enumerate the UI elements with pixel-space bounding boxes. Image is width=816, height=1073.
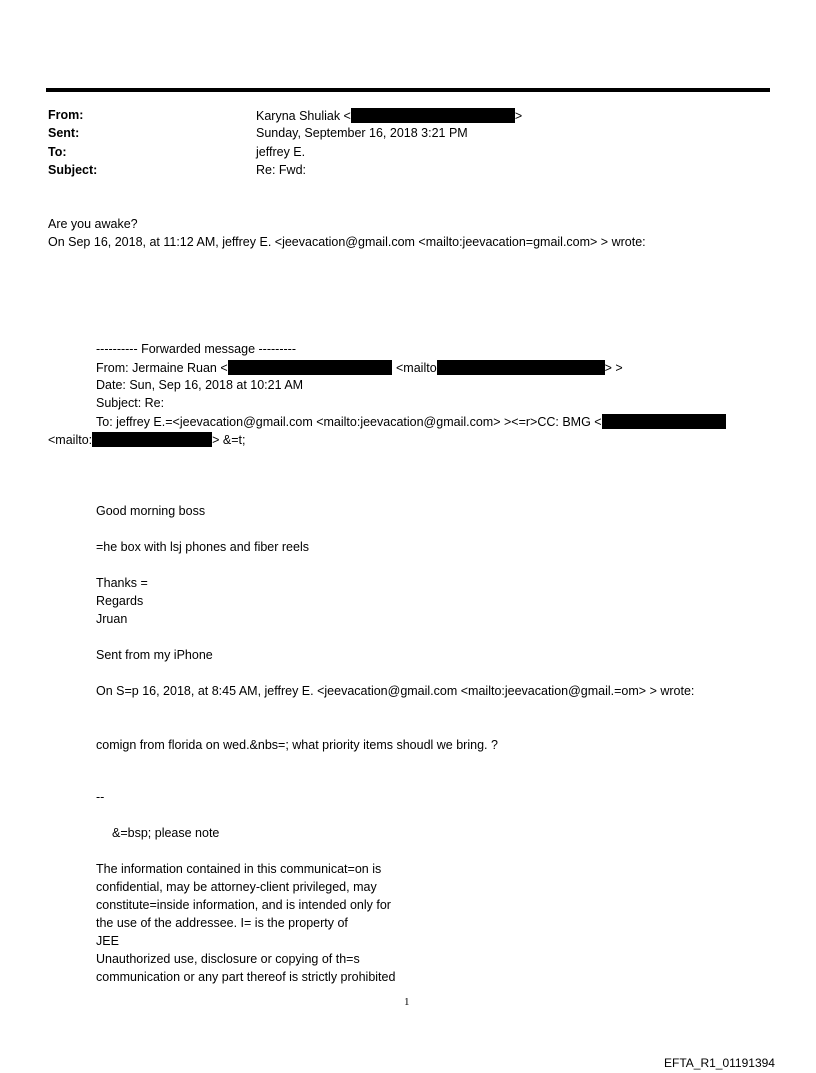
forward-cc-mailto — [48, 432, 245, 447]
message-greeting: Good morning boss — [96, 504, 206, 518]
disclaimer-line: communication or any part thereof is strictly prohibited — [96, 970, 396, 984]
message-sent-from: Sent from my iPhone — [96, 648, 213, 662]
disclaimer-line: the use of the addressee. I= is the property of — [96, 916, 348, 930]
document-id: EFTA_R1_01191394 — [664, 1056, 775, 1070]
to-label: To: — [48, 145, 67, 159]
forward-mailto-label: <mailto — [396, 361, 437, 375]
redaction-box — [437, 360, 605, 375]
from-value — [256, 108, 522, 123]
from-label: From: — [48, 108, 84, 122]
redaction-box — [351, 108, 515, 123]
redaction-box — [602, 414, 726, 429]
disclaimer-line: The information contained in this communicat=on is — [96, 862, 382, 876]
sent-label: Sent: — [48, 126, 80, 140]
cc-mailto-label: <mailto: — [48, 433, 93, 447]
forward-mailto-end: > > — [604, 361, 623, 375]
from-end: > — [514, 109, 523, 123]
forward-to-line — [96, 414, 726, 429]
message-regards: Regards — [96, 594, 144, 608]
forward-from-label: From: Jermaine Ruan < — [96, 361, 228, 375]
message-thanks: Thanks = — [96, 576, 148, 590]
forward-divider: ---------- Forwarded message --------- — [96, 342, 296, 356]
subject-value: Re: Fwd: — [256, 163, 307, 177]
forward-mailto — [396, 360, 623, 375]
disclaimer-line: confidential, may be attorney-client privileged, may — [96, 880, 377, 894]
forward-date: Date: Sun, Sep 16, 2018 at 10:21 AM — [96, 378, 304, 392]
from-name: Karyna Shuliak < — [256, 109, 351, 123]
redaction-box — [228, 360, 392, 375]
body-line-1: Are you awake? — [48, 217, 138, 231]
message-note: &=bsp; please note — [112, 826, 220, 840]
header-rule — [46, 88, 770, 92]
redaction-box — [92, 432, 212, 447]
message-line: =he box with lsj phones and fiber reels — [96, 540, 309, 554]
sent-value: Sunday, September 16, 2018 3:21 PM — [256, 126, 468, 140]
cc-mailto-end: > &=t; — [212, 433, 246, 447]
forward-subject: Subject: Re: — [96, 396, 165, 410]
subject-label: Subject: — [48, 163, 98, 177]
message-question: comign from florida on wed.&nbs=; what priority items shoudl we bring. ? — [96, 738, 498, 752]
message-quote-header: On S=p 16, 2018, at 8:45 AM, jeffrey E. <jeevacation@gmail.com <mailto:jeevacation@gmail.=om> > wrote: — [96, 684, 695, 698]
forward-from — [96, 360, 392, 375]
body-line-2: On Sep 16, 2018, at 11:12 AM, jeffrey E. <jeevacation@gmail.com <mailto:jeevacation=gmail.com> > wrote: — [48, 235, 646, 249]
page-number: 1 — [404, 996, 410, 1008]
message-signature: Jruan — [96, 612, 128, 626]
to-value: jeffrey E. — [256, 145, 306, 159]
disclaimer-line: Unauthorized use, disclosure or copying of th=s — [96, 952, 360, 966]
disclaimer-line: constitute=inside information, and is intended only for — [96, 898, 391, 912]
message-dashes: -- — [96, 790, 105, 804]
disclaimer-line: JEE — [96, 934, 119, 948]
forward-to-text: To: jeffrey E.=<jeevacation@gmail.com <mailto:jeevacation@gmail.com> ><=r>CC: BMG < — [96, 415, 602, 429]
